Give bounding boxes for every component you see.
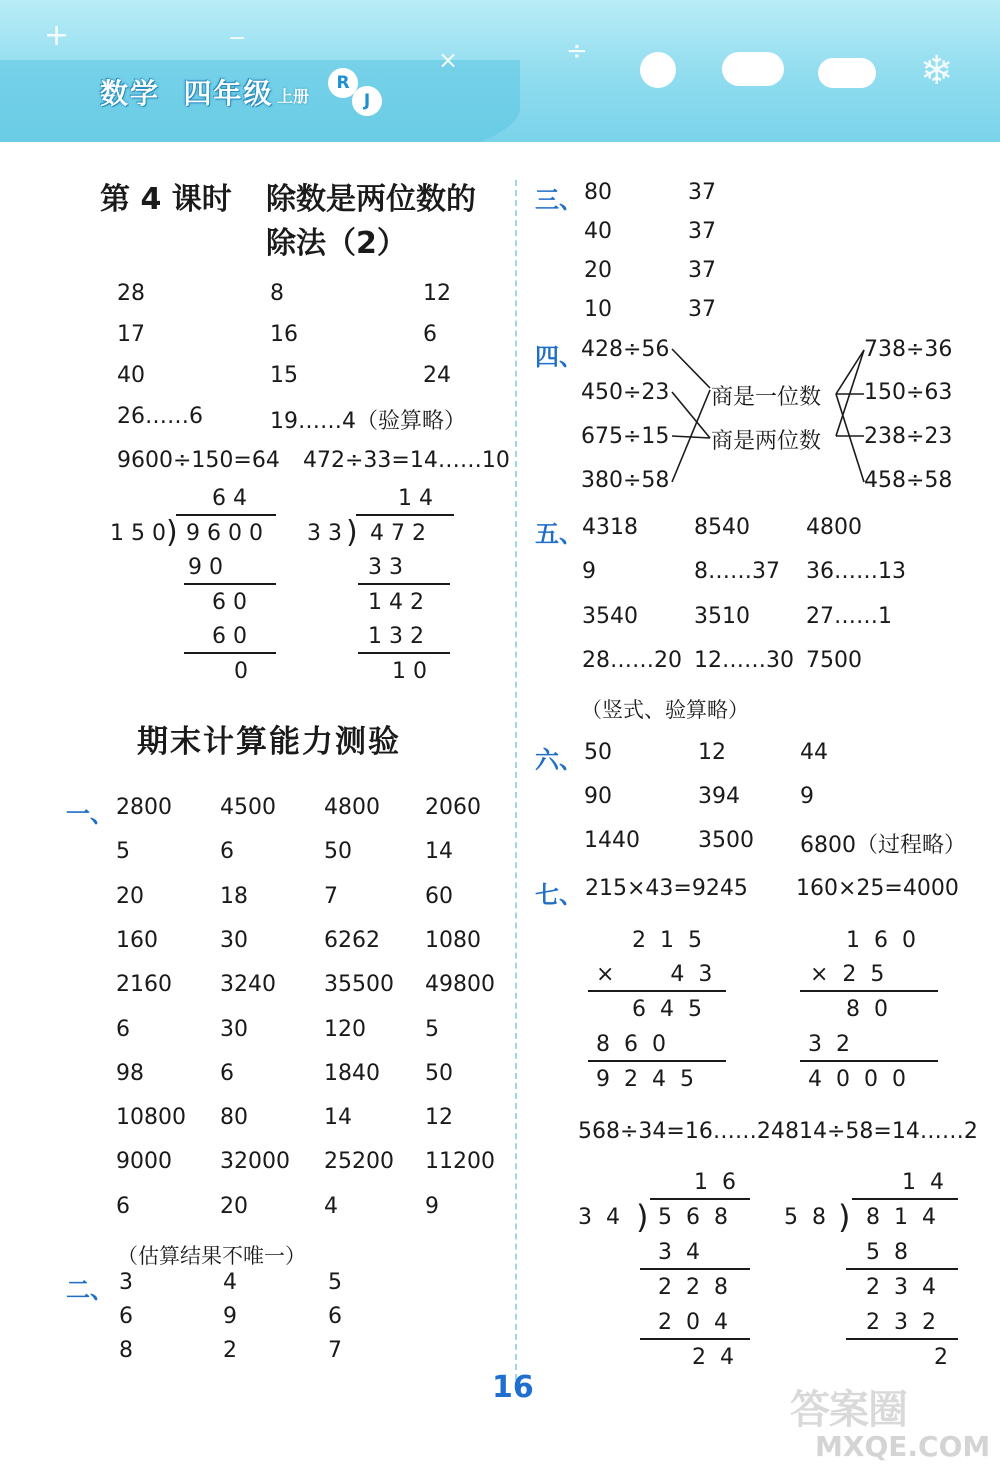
match-right: 150÷63 [864,380,953,405]
answer: 80 [220,1105,248,1131]
header-grade: 四年级 [183,77,274,110]
answer: 37 [688,297,716,322]
answer: 3540 [582,603,638,629]
section-1-note: （估算结果不唯一） [117,1244,306,1268]
answer: 37 [688,219,716,244]
header-subject: 数学 [100,77,161,110]
answer: 3240 [220,972,276,998]
digit: 3 2 [808,1032,850,1057]
answer: 9 [223,1304,237,1329]
digit: 9 2 4 5 [596,1067,694,1092]
answer: 4318 [582,515,638,540]
digit: 2 2 8 [658,1275,728,1300]
answer: 6 [116,1193,130,1219]
answer: 20 [220,1193,248,1219]
digit: 1 6 0 [846,928,916,953]
answer: 44 [800,740,828,765]
division-bracket: ) [838,1198,851,1236]
answer: 40 [584,219,612,244]
rule [846,1338,958,1340]
division-bracket: ) [636,1198,649,1236]
answer: 49800 [425,972,495,998]
answer: 32000 [220,1149,290,1175]
rule [846,1268,958,1270]
digit: 1 4 [902,1170,944,1195]
match-category: 商是两位数 [711,429,822,454]
rule [588,990,726,992]
answer: 8540 [694,515,750,540]
section-label: 一、 [66,800,114,828]
answer: 26……6 [117,404,203,429]
match-left: 450÷23 [581,380,670,405]
answer: 6 [116,1016,130,1042]
rule [800,1060,938,1062]
section-label: 六、 [535,746,583,774]
digit: 8 1 4 [866,1205,936,1230]
snowflake-icon: ❄ [920,48,954,94]
answer: 6800（过程略） [800,833,966,858]
rule [640,1338,750,1340]
equation: 9600÷150=64 [117,448,280,473]
lesson-title-2: 除法（2） [266,226,407,261]
digit: 3 4 [578,1205,620,1230]
digit: 6 4 5 [632,997,702,1022]
answer: 16 [270,322,298,347]
answer: 28 [117,281,145,306]
answer: 394 [698,784,740,809]
answer: 37 [688,258,716,283]
answer: 9000 [116,1149,172,1175]
digit: 1 5 0 [110,521,166,546]
answer: 28……20 [582,647,682,673]
answer: 25200 [324,1149,394,1175]
answer: 2 [223,1338,237,1363]
digit: 9 6 0 0 [186,521,263,546]
equation: 568÷34=16……24 [578,1119,785,1144]
answer: 7 [324,883,338,909]
match-right: 238÷23 [864,424,953,449]
digit: 0 [234,659,248,684]
match-line [672,392,710,438]
answer: 98 [116,1060,144,1086]
digit: 2 4 [692,1345,734,1370]
digit: 1 4 [398,486,433,511]
digit: 3 3 [368,555,403,580]
match-right: 738÷36 [864,337,953,362]
digit: 6 0 [212,590,247,615]
division-bar [852,1198,958,1200]
digit: 3 4 [658,1240,700,1265]
answer: 27……1 [806,603,892,629]
rule [640,1268,750,1270]
equation: 160×25=4000 [796,876,959,901]
answer: 12 [423,281,451,306]
badge-j: J [352,86,382,116]
digit: 2 [934,1345,948,1370]
division-bar [650,1198,750,1200]
answer: 2160 [116,972,172,998]
digit: 1 4 2 [368,590,424,615]
answer: 50 [425,1060,453,1086]
section-label: 四、 [535,343,583,371]
answer: 6 [220,1060,234,1086]
digit: 2 3 4 [866,1275,936,1300]
answer: 6 [220,839,234,865]
digit: 1 0 [392,659,427,684]
answer: 5 [425,1016,439,1042]
exam-title: 期末计算能力测验 [137,724,401,760]
watermark-url: MXQE.COM [815,1430,991,1463]
digit: × 4 3 [596,962,713,987]
answer: 60 [425,883,453,909]
digit: 4 0 0 0 [808,1067,906,1092]
match-line [836,350,864,394]
match-left: 380÷58 [581,468,670,493]
answer: 160 [116,927,158,953]
answer: 12 [698,740,726,765]
answer: 20 [584,258,612,283]
answer: 8 [119,1338,133,1363]
answer: 6 [423,322,437,347]
answer: 3 [119,1270,133,1295]
answer: 35500 [324,972,394,998]
lesson-number: 第 4 课时 [100,182,232,217]
answer: 7 [328,1338,342,1363]
rule [588,1060,726,1062]
digit: 1 3 2 [368,624,424,649]
answer: 90 [584,784,612,809]
answer: 37 [688,180,716,205]
digit: 1 6 [694,1170,736,1195]
digit: 5 8 [866,1240,908,1265]
division-bracket: ) [346,515,358,550]
digit: × 2 5 [810,962,885,987]
answer: 4500 [220,795,276,820]
answer: 24 [423,363,451,388]
page-number: 16 [492,1370,534,1405]
answer: 120 [324,1016,366,1042]
digit: 6 4 [212,486,247,511]
answer: 30 [220,1016,248,1042]
section-label: 三、 [535,186,583,214]
answer: 4 [324,1193,338,1219]
digit: 8 6 0 [596,1032,666,1057]
digit: 2 0 4 [658,1310,728,1335]
answer: 80 [584,180,612,205]
match-line [672,349,710,388]
answer: 50 [324,839,352,865]
answer: 2060 [425,795,481,820]
digit: 3 3 [307,521,342,546]
digit: 2 1 5 [632,928,702,953]
section-label: 二、 [66,1276,114,1304]
divide-icon: ÷ [566,36,588,66]
answer: 6 [119,1304,133,1329]
answer: 9 [425,1193,439,1219]
answer: 30 [220,927,248,953]
answer: 1440 [584,828,640,853]
answer: 10800 [116,1105,186,1131]
match-line [836,394,864,482]
answer: 20 [116,883,144,909]
answer: 19……4（验算略） [270,409,466,434]
digit: 2 3 2 [866,1310,936,1335]
answer: 7500 [806,647,862,673]
answer: 12……30 [694,647,794,673]
equation: 814÷58=14……2 [785,1119,978,1144]
digit: 4 7 2 [370,521,426,546]
answer: 18 [220,883,248,909]
answer: 4 [223,1270,237,1295]
answer: 36……13 [806,559,906,585]
match-right: 458÷58 [864,468,953,493]
watermark-logo: 答案圈 [790,1387,907,1433]
answer: 40 [117,363,145,388]
equation: 215×43=9245 [585,876,748,901]
answer: 2800 [116,795,172,820]
answer: 8 [270,281,284,306]
badge-r: R [328,68,358,98]
division-bracket: ) [166,515,178,550]
answer: 5 [328,1270,342,1295]
digit: 8 0 [846,997,888,1022]
answer: 6 [328,1304,342,1329]
section-label: 七、 [535,881,583,909]
match-left: 428÷56 [581,337,670,362]
answer: 9 [800,784,814,809]
digit: 5 8 [784,1205,826,1230]
digit: 9 0 [188,555,223,580]
answer: 3510 [694,603,750,629]
answer: 3500 [698,828,754,853]
section-label: 五、 [535,520,583,548]
header-volume: 上册 [277,87,310,106]
plus-icon: + [44,18,70,53]
answer: 15 [270,363,298,388]
minus-icon: − [228,26,247,51]
answer: 50 [584,740,612,765]
equation: 472÷33=14……10 [303,448,510,473]
answer: 10 [584,297,612,322]
answer: 12 [425,1105,453,1131]
section-5-note: （竖式、验算略） [581,698,749,722]
answer: 9 [582,559,596,585]
match-line [836,350,864,436]
answer: 11200 [425,1149,495,1175]
answer: 1840 [324,1060,380,1086]
answer: 17 [117,322,145,347]
digit: 5 6 8 [658,1205,728,1230]
answer: 1080 [425,927,481,953]
answer: 4800 [806,515,862,540]
times-icon: × [438,46,459,74]
answer: 4800 [324,795,380,820]
answer: 14 [324,1105,352,1131]
answer: 14 [425,839,453,865]
digit: 6 0 [212,624,247,649]
rule [800,990,938,992]
lesson-title: 除数是两位数的 [266,182,476,217]
answer: 5 [116,839,130,865]
answer: 6262 [324,927,380,953]
match-category: 商是一位数 [711,385,822,410]
answer: 8……37 [694,559,780,585]
match-left: 675÷15 [581,424,670,449]
